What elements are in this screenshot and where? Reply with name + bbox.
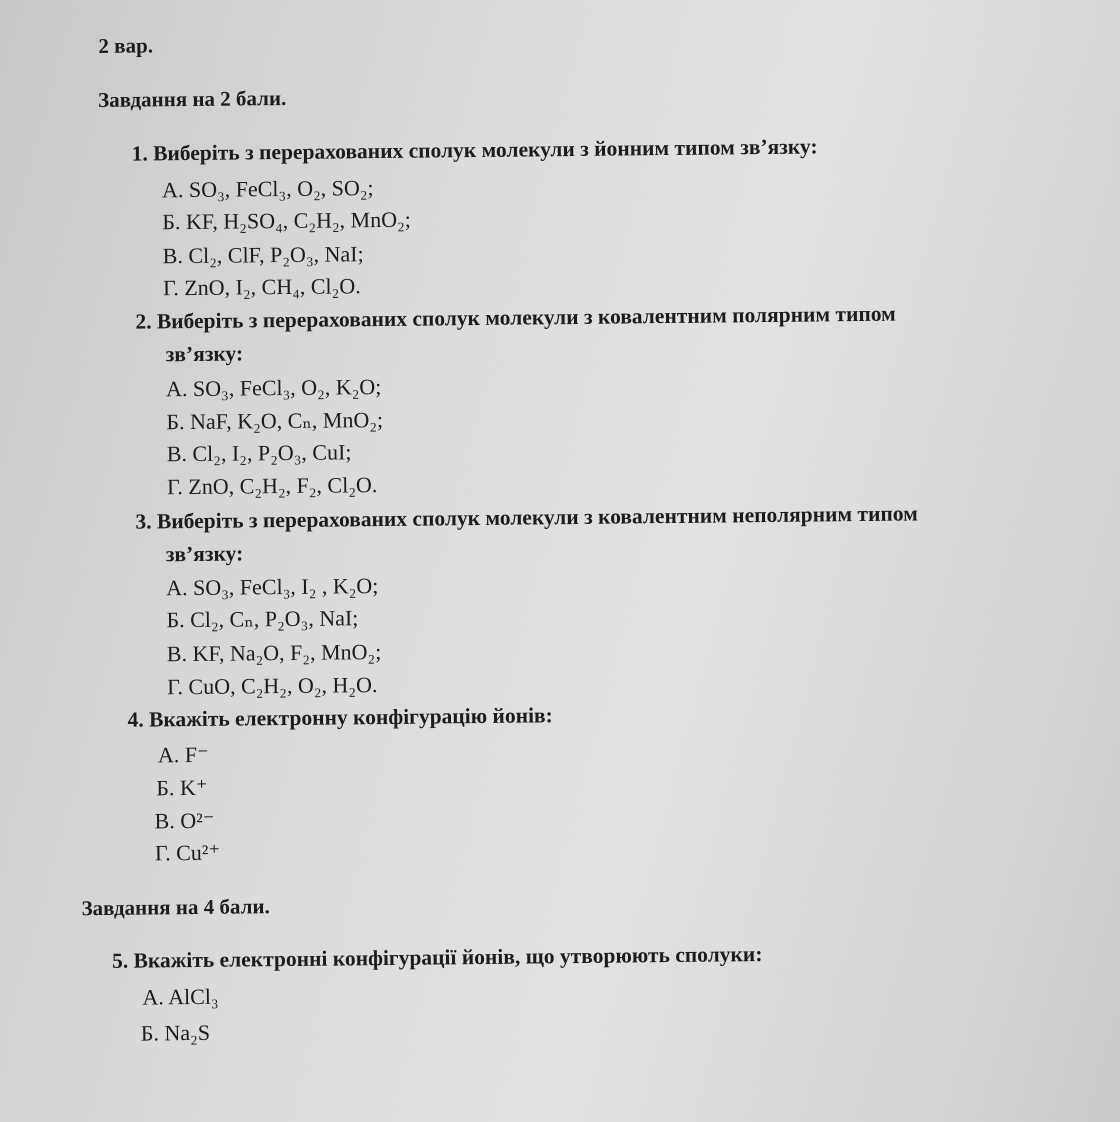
question-3-text-line-1: 3. Виберіть з перерахованих сполук молекули з ковалентним неполярним типом — [135, 501, 918, 534]
question-2-option-a: A. SO₃, FeCl₃, O₂, K₂O; — [165, 374, 382, 402]
question-1-option-d: Г. ZnO, I₂, CH₄, Cl₂O. — [162, 273, 361, 301]
question-1-text: 1. Виберіть з перерахованих сполук молекули з йонним типом зв’язку: — [131, 134, 818, 166]
section-2-points-title: Завдання на 2 бали. — [97, 86, 287, 112]
question-2-text-line-1: 2. Виберіть з перерахованих сполук молекули з ковалентним полярним типом — [135, 301, 896, 334]
question-5-option-a: A. AlCl₃ — [142, 983, 219, 1010]
question-4-option-b: Б. K⁺ — [156, 774, 208, 801]
question-1-option-b: Б. KF, H₂SO₄, C₂H₂, MnO₂; — [162, 206, 411, 235]
question-3-option-a: A. SO₃, FeCl₃, I₂ , K₂O; — [166, 573, 379, 601]
question-3-option-c: В. KF, Na₂O, F₂, MnO₂; — [166, 639, 382, 667]
question-3-option-b: Б. Cl₂, Cₙ, P₂O₃, NaI; — [166, 605, 359, 633]
question-4-option-c: В. O²⁻ — [154, 807, 215, 834]
question-3-text-line-2: зв’язку: — [165, 541, 244, 567]
question-2-option-c: В. Cl₂, I₂, P₂O₃, CuI; — [166, 439, 352, 467]
question-1-option-c: В. Cl₂, ClF, P₂O₃, NaI; — [162, 241, 364, 269]
question-5-text: 5. Вкажіть електронні конфігурації йонів, що утворюють сполуки: — [111, 942, 763, 973]
question-2-text-line-2: зв’язку: — [165, 341, 244, 367]
question-4-text: 4. Вкажіть електронну конфігурацію йонів: — [127, 703, 553, 732]
question-1-option-a: A. SO₃, FeCl₃, O₂, SO₂; — [161, 175, 374, 203]
question-4-option-d: Г. Cu²⁺ — [154, 839, 221, 866]
question-2-option-b: Б. NaF, K₂O, Cₙ, MnO₂; — [166, 407, 384, 435]
question-5-option-b: Б. Na₂S — [140, 1019, 211, 1046]
question-4-option-a: A. F⁻ — [157, 741, 209, 768]
question-2-option-d: Г. ZnO, C₂H₂, F₂, Cl₂O. — [166, 472, 378, 500]
question-3-option-d: Г. CuO, C₂H₂, O₂, H₂O. — [167, 672, 378, 700]
section-4-points-title: Завдання на 4 бали. — [81, 894, 270, 921]
variant-label: 2 вар. — [98, 33, 154, 58]
